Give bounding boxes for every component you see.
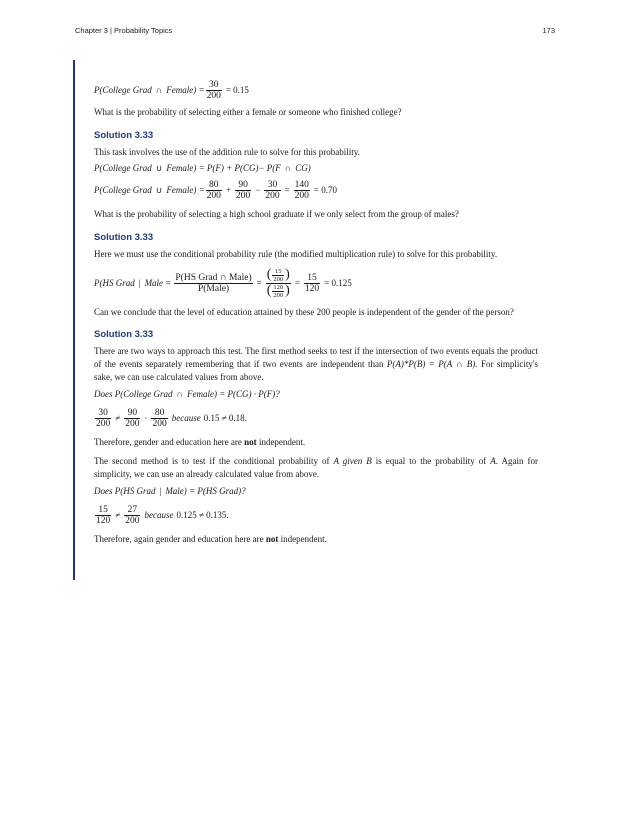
fraction: $\frac{27}{200}$	[125, 504, 140, 526]
solution-2-text: Here we must use the conditional probability rule (the modified multiplication rule) to solve for this probability.	[94, 249, 498, 259]
fraction: $\frac{\text{P(HS Grad ∩ Male)}}{\text{P(Male)}}$	[175, 272, 252, 294]
fraction: $\frac{90}{200}$	[235, 179, 251, 201]
independence-test-1: Does P(College Grad ∩ Female) = P(CG) · P(F)?	[94, 389, 280, 399]
compound-fraction: ( $\frac{15}{200}$ ) ( $\frac{120}{200}$ )	[266, 267, 290, 299]
example-content	[94, 80, 538, 546]
fraction: $\frac{80}{200}$	[206, 179, 221, 201]
addition-rule-equation: P(College Grad ∪ Female) = P(F) + P(CG)− P(F ∩ CG)	[94, 163, 311, 173]
equation-college-grad-and-female: P(College Grad ∩ Female) = $\frac{30}{200}$ = 0.15	[94, 79, 249, 101]
chapter-header: Chapter 3 | Probability Topics	[75, 26, 173, 35]
solution-1-text: This task involves the use of the addition rule to solve for this probability.	[94, 147, 360, 157]
fraction: $\frac{30}{200}$	[265, 179, 280, 201]
question-1: What is the probability of selecting either a female or someone who finished college?	[94, 107, 402, 117]
fraction: $\frac{30}{200}$	[96, 407, 111, 429]
question-3: Can we conclude that the level of education attained by these 200 people is independent of the gender of the person?	[94, 307, 514, 317]
solution-3-text: There are two ways to approach this test. The first method seeks to test if the intersection of two events equals the product of the events separately remembering that if two events are independent than P(A)*P(B) = P(A ∩ B). For simplicity's sake, we can use calculated values from above.	[94, 346, 539, 382]
example-sidebar-bar	[73, 60, 75, 580]
inequality-2: $\frac{15}{120}$ ≠ $\frac{27}{200}$ because 0.125 ≠ 0.135.	[96, 504, 229, 526]
fraction: $\frac{90}{200}$	[125, 407, 140, 429]
page-number: 173	[542, 26, 555, 35]
conclusion-1: Therefore, gender and education here are not independent.	[94, 437, 306, 447]
conditional-probability-equation: P(HS Grad | Male = $\frac{\text{P(HS Grad ∩ Male)}}{\text{P(Male)}}$ = ( $\frac{15}{200}$ ) ( $\frac{120}{200}$ ) = $\frac{15}{120}$ = 0.125	[94, 267, 352, 299]
fraction: $\frac{15}{120}$	[96, 504, 111, 526]
addition-rule-computation: P(College Grad ∪ Female) = $\frac{80}{200}$ + $\frac{90}{200}$ − $\frac{30}{200}$ = $\frac{140}{200}$ = 0.70	[94, 179, 337, 201]
conclusion-2: Therefore, again gender and education here are not independent.	[94, 534, 327, 544]
fraction: $\frac{80}{200}$	[152, 407, 167, 429]
fraction: $\frac{15}{120}$	[304, 272, 320, 294]
independence-test-2: Does P(HS Grad | Male) = P(HS Grad)?	[94, 486, 246, 496]
solution-heading: Solution 3.33	[94, 329, 154, 340]
second-method-text: The second method is to test if the conditional probability of A given B is equal to the probability of A. Again for simplicity, we can use an already calculated value from above.	[94, 456, 539, 479]
solution-heading: Solution 3.33	[94, 232, 154, 243]
fraction: $\frac{140}{200}$	[294, 179, 309, 201]
fraction: $\frac{30}{200}$	[206, 79, 221, 101]
inequality-1: $\frac{30}{200}$ ≠ $\frac{90}{200}$ · $\frac{80}{200}$ because 0.15 ≠ 0.18.	[96, 407, 247, 429]
question-2: What is the probability of selecting a high school graduate if we only select from the group of males?	[94, 209, 459, 219]
solution-heading: Solution 3.33	[94, 130, 154, 141]
